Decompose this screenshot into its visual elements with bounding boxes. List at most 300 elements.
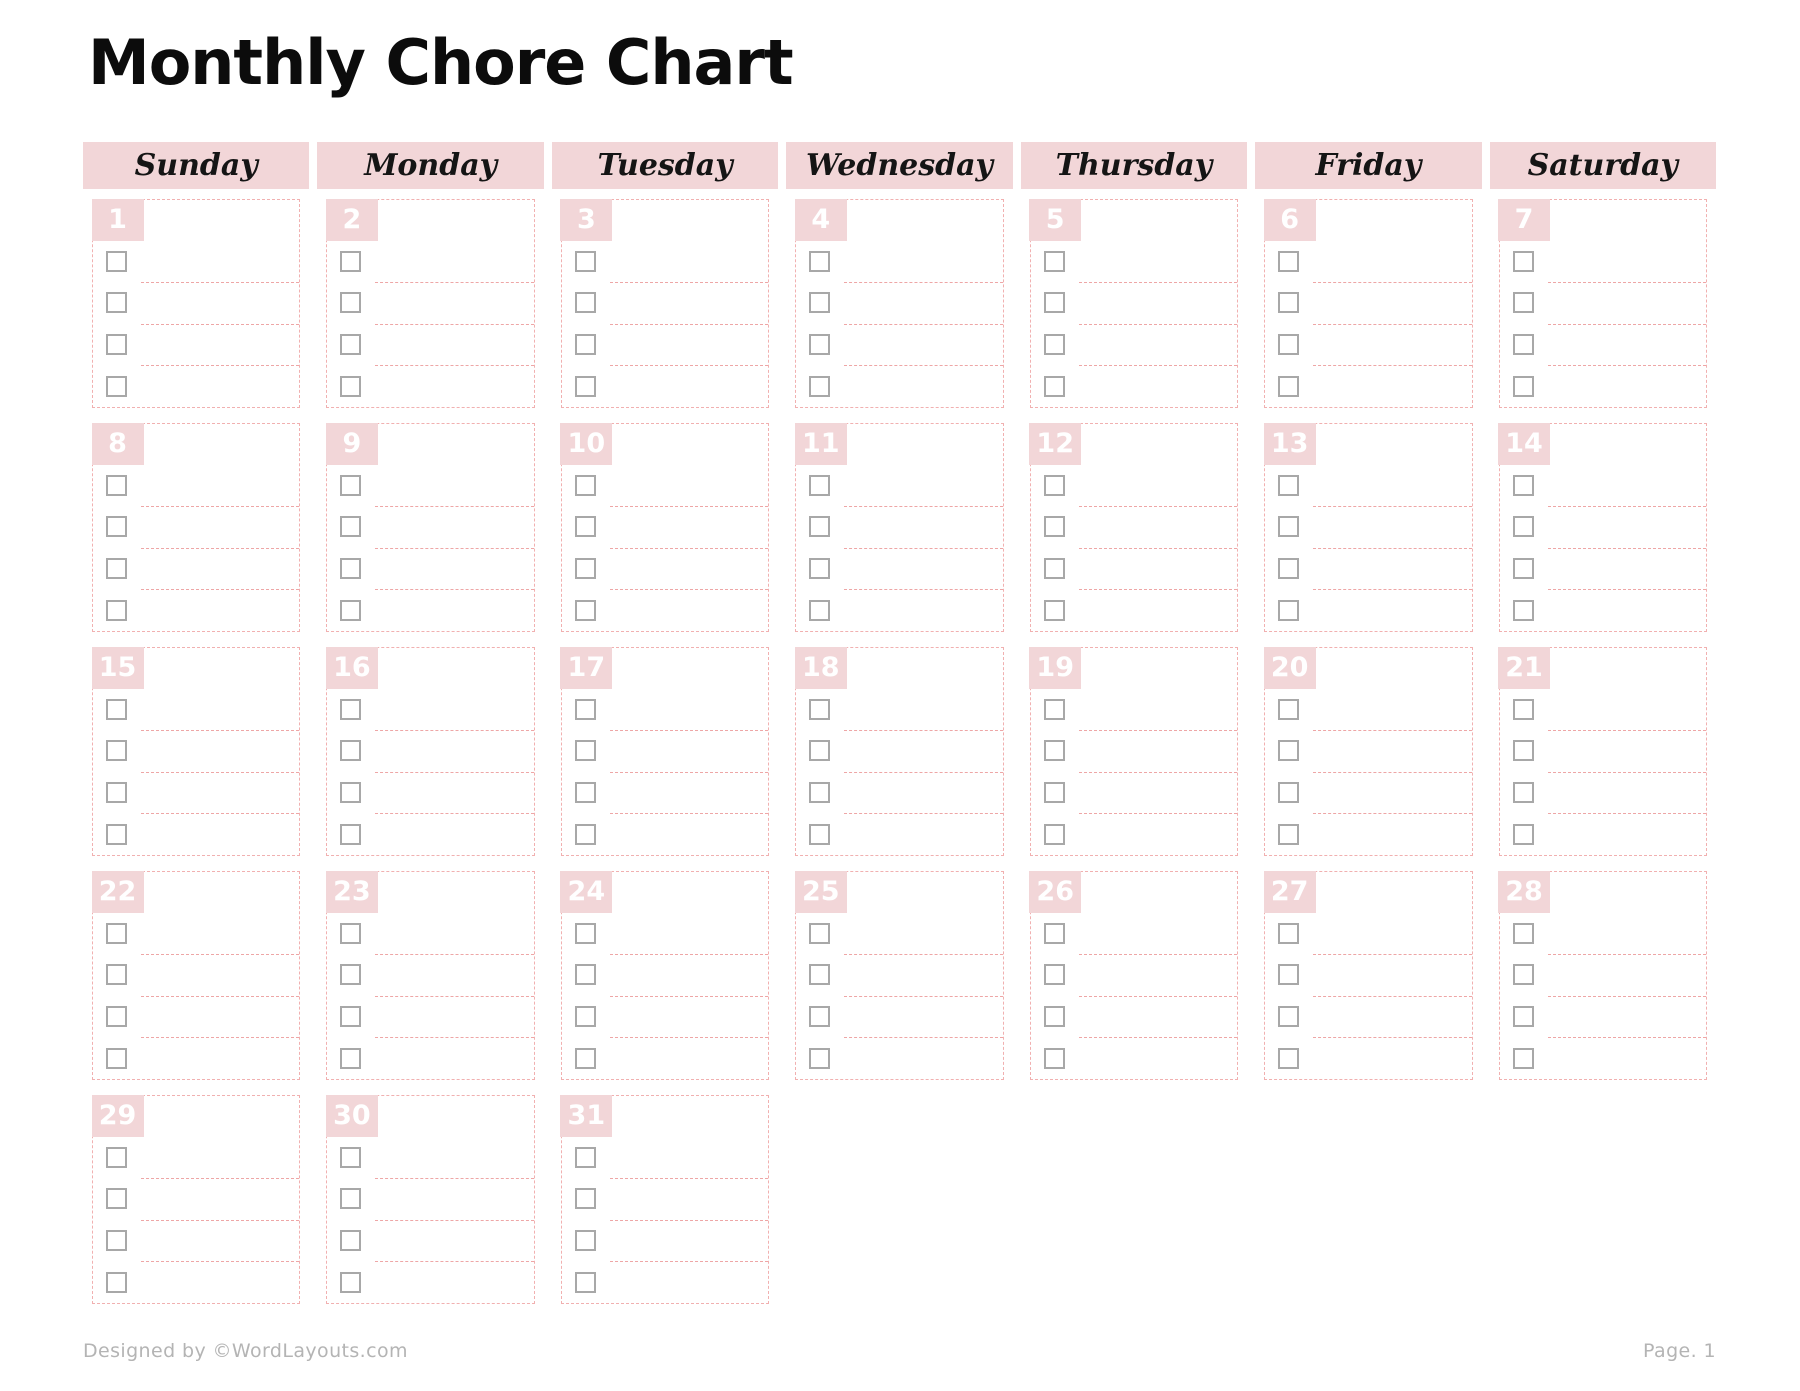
task-row xyxy=(1031,324,1237,366)
task-checkbox-icon[interactable] xyxy=(575,824,596,845)
task-row xyxy=(562,241,768,283)
task-checkbox-icon[interactable] xyxy=(1278,251,1299,272)
task-row xyxy=(1031,282,1237,324)
day-slot xyxy=(552,647,778,856)
task-checkbox-icon[interactable] xyxy=(1513,251,1534,272)
task-checkbox-icon[interactable] xyxy=(1278,376,1299,397)
task-checkbox-icon[interactable] xyxy=(1044,600,1065,621)
task-checkbox-icon[interactable] xyxy=(106,699,127,720)
task-checkbox-icon[interactable] xyxy=(1513,516,1534,537)
task-checkbox-icon[interactable] xyxy=(340,334,361,355)
day-cell-8 xyxy=(92,423,300,632)
task-list xyxy=(562,689,768,856)
task-row xyxy=(93,996,299,1038)
task-list xyxy=(93,689,299,856)
task-row xyxy=(562,1178,768,1220)
task-checkbox-icon[interactable] xyxy=(809,516,830,537)
task-row xyxy=(562,589,768,631)
task-row xyxy=(327,1037,533,1079)
task-checkbox-icon[interactable] xyxy=(809,600,830,621)
task-row xyxy=(327,913,533,955)
task-checkbox-icon[interactable] xyxy=(575,475,596,496)
task-row xyxy=(1031,772,1237,814)
task-checkbox-icon[interactable] xyxy=(575,740,596,761)
task-row xyxy=(1500,241,1706,283)
task-checkbox-icon[interactable] xyxy=(809,964,830,985)
task-row xyxy=(93,689,299,731)
task-row xyxy=(93,1261,299,1303)
task-checkbox-icon[interactable] xyxy=(1513,740,1534,761)
task-row xyxy=(1500,465,1706,507)
task-checkbox-icon[interactable] xyxy=(106,1272,127,1293)
task-row xyxy=(93,954,299,996)
task-checkbox-icon[interactable] xyxy=(1044,334,1065,355)
task-checkbox-icon[interactable] xyxy=(1513,964,1534,985)
day-number-badge: 23 xyxy=(326,871,378,913)
day-slot xyxy=(1255,423,1481,632)
task-checkbox-icon[interactable] xyxy=(575,1272,596,1293)
task-checkbox-icon[interactable] xyxy=(340,1272,361,1293)
day-cell-28 xyxy=(1499,871,1707,1080)
task-row xyxy=(327,465,533,507)
day-slot xyxy=(317,871,543,1080)
day-cell-20 xyxy=(1264,647,1472,856)
task-row xyxy=(1500,689,1706,731)
weekday-header-row xyxy=(83,142,1716,189)
task-checkbox-icon[interactable] xyxy=(809,824,830,845)
day-slot xyxy=(83,871,309,1080)
task-checkbox-icon[interactable] xyxy=(106,376,127,397)
task-row xyxy=(562,689,768,731)
day-cell-15 xyxy=(92,647,300,856)
task-row xyxy=(1500,548,1706,590)
day-number-badge: 29 xyxy=(92,1095,144,1137)
task-checkbox-icon[interactable] xyxy=(106,600,127,621)
task-checkbox-icon[interactable] xyxy=(106,251,127,272)
task-list xyxy=(562,465,768,632)
day-slot xyxy=(786,647,1012,856)
task-row xyxy=(1031,730,1237,772)
task-checkbox-icon[interactable] xyxy=(575,516,596,537)
day-number-badge: 5 xyxy=(1029,199,1081,241)
task-checkbox-icon[interactable] xyxy=(1513,334,1534,355)
task-checkbox-icon[interactable] xyxy=(106,1006,127,1027)
task-list xyxy=(1265,913,1471,1080)
task-row xyxy=(1500,954,1706,996)
task-checkbox-icon[interactable] xyxy=(106,824,127,845)
day-cell-18 xyxy=(795,647,1003,856)
task-checkbox-icon[interactable] xyxy=(340,699,361,720)
task-row xyxy=(562,548,768,590)
task-row xyxy=(1031,506,1237,548)
day-number-badge: 14 xyxy=(1498,423,1550,465)
task-row xyxy=(1031,813,1237,855)
task-row xyxy=(796,772,1002,814)
task-checkbox-icon[interactable] xyxy=(1513,376,1534,397)
task-row xyxy=(1031,954,1237,996)
task-row xyxy=(1265,282,1471,324)
task-checkbox-icon[interactable] xyxy=(809,740,830,761)
task-checkbox-icon[interactable] xyxy=(575,376,596,397)
task-row xyxy=(1031,241,1237,283)
task-list xyxy=(1031,913,1237,1080)
task-checkbox-icon[interactable] xyxy=(340,824,361,845)
calendar-grid xyxy=(83,199,1716,1304)
task-list xyxy=(327,465,533,632)
task-checkbox-icon[interactable] xyxy=(1044,1048,1065,1069)
task-list xyxy=(93,913,299,1080)
task-checkbox-icon[interactable] xyxy=(340,376,361,397)
task-checkbox-icon[interactable] xyxy=(340,600,361,621)
weekday-header-thursday: Thursday xyxy=(1021,142,1247,189)
day-slot xyxy=(1021,199,1247,408)
task-row xyxy=(796,996,1002,1038)
task-checkbox-icon[interactable] xyxy=(1278,964,1299,985)
task-checkbox-icon[interactable] xyxy=(1044,824,1065,845)
task-row xyxy=(1265,913,1471,955)
task-checkbox-icon[interactable] xyxy=(1044,782,1065,803)
task-checkbox-icon[interactable] xyxy=(340,1188,361,1209)
day-number-badge: 31 xyxy=(560,1095,612,1137)
task-list xyxy=(1500,689,1706,856)
day-number-badge: 10 xyxy=(560,423,612,465)
task-row xyxy=(796,324,1002,366)
day-cell-2 xyxy=(326,199,534,408)
credit-text: Designed by ©WordLayouts.com xyxy=(83,1340,408,1362)
task-checkbox-icon[interactable] xyxy=(1513,475,1534,496)
weekday-header-tuesday: Tuesday xyxy=(552,142,778,189)
task-list xyxy=(796,241,1002,408)
task-row xyxy=(796,730,1002,772)
day-cell-11 xyxy=(795,423,1003,632)
day-number-badge: 21 xyxy=(1498,647,1550,689)
task-checkbox-icon[interactable] xyxy=(1044,251,1065,272)
task-checkbox-icon[interactable] xyxy=(1278,782,1299,803)
day-number-badge: 11 xyxy=(795,423,847,465)
day-number-badge: 13 xyxy=(1264,423,1316,465)
task-checkbox-icon[interactable] xyxy=(1044,699,1065,720)
day-number-badge: 26 xyxy=(1029,871,1081,913)
task-list xyxy=(327,241,533,408)
task-checkbox-icon[interactable] xyxy=(809,376,830,397)
task-row xyxy=(796,365,1002,407)
task-list xyxy=(562,913,768,1080)
task-checkbox-icon[interactable] xyxy=(1278,292,1299,313)
task-checkbox-icon[interactable] xyxy=(809,475,830,496)
task-checkbox-icon[interactable] xyxy=(106,964,127,985)
task-checkbox-icon[interactable] xyxy=(106,740,127,761)
task-checkbox-icon[interactable] xyxy=(1044,740,1065,761)
task-checkbox-icon[interactable] xyxy=(809,292,830,313)
day-cell-31 xyxy=(561,1095,769,1304)
task-checkbox-icon[interactable] xyxy=(106,782,127,803)
task-row xyxy=(1031,548,1237,590)
day-cell-21 xyxy=(1499,647,1707,856)
task-row xyxy=(796,465,1002,507)
task-list xyxy=(796,465,1002,632)
task-checkbox-icon[interactable] xyxy=(340,740,361,761)
task-checkbox-icon[interactable] xyxy=(809,558,830,579)
task-row xyxy=(562,996,768,1038)
task-checkbox-icon[interactable] xyxy=(1513,699,1534,720)
task-checkbox-icon[interactable] xyxy=(1044,475,1065,496)
task-checkbox-icon[interactable] xyxy=(1044,516,1065,537)
task-row xyxy=(562,772,768,814)
task-checkbox-icon[interactable] xyxy=(106,1188,127,1209)
day-slot xyxy=(552,871,778,1080)
task-row xyxy=(1500,996,1706,1038)
day-slot xyxy=(552,199,778,408)
task-row xyxy=(1265,548,1471,590)
day-slot xyxy=(317,423,543,632)
page-number: Page. 1 xyxy=(1643,1340,1716,1362)
task-checkbox-icon[interactable] xyxy=(340,1147,361,1168)
day-slot xyxy=(552,423,778,632)
task-checkbox-icon[interactable] xyxy=(1513,1048,1534,1069)
day-slot xyxy=(83,423,309,632)
task-row xyxy=(327,772,533,814)
task-checkbox-icon[interactable] xyxy=(575,251,596,272)
task-checkbox-icon[interactable] xyxy=(575,923,596,944)
day-cell-23 xyxy=(326,871,534,1080)
task-checkbox-icon[interactable] xyxy=(1278,1006,1299,1027)
task-checkbox-icon[interactable] xyxy=(575,1048,596,1069)
task-row xyxy=(1265,465,1471,507)
task-checkbox-icon[interactable] xyxy=(340,1230,361,1251)
task-checkbox-icon[interactable] xyxy=(1044,964,1065,985)
day-number-badge: 12 xyxy=(1029,423,1081,465)
task-checkbox-icon[interactable] xyxy=(575,600,596,621)
task-row xyxy=(562,1137,768,1179)
task-list xyxy=(562,241,768,408)
task-checkbox-icon[interactable] xyxy=(340,782,361,803)
day-slot xyxy=(1490,199,1716,408)
task-checkbox-icon[interactable] xyxy=(106,558,127,579)
day-cell-3 xyxy=(561,199,769,408)
weekday-header-sunday: Sunday xyxy=(83,142,309,189)
task-row xyxy=(93,1137,299,1179)
task-row xyxy=(1500,282,1706,324)
task-row xyxy=(327,689,533,731)
task-checkbox-icon[interactable] xyxy=(1278,600,1299,621)
day-slot xyxy=(317,647,543,856)
task-row xyxy=(562,954,768,996)
day-slot xyxy=(1255,871,1481,1080)
task-row xyxy=(327,1261,533,1303)
task-checkbox-icon[interactable] xyxy=(575,782,596,803)
day-number-badge: 6 xyxy=(1264,199,1316,241)
task-checkbox-icon[interactable] xyxy=(340,1048,361,1069)
day-number-badge: 8 xyxy=(92,423,144,465)
task-checkbox-icon[interactable] xyxy=(1278,1048,1299,1069)
task-checkbox-icon[interactable] xyxy=(106,334,127,355)
task-row xyxy=(93,730,299,772)
task-checkbox-icon[interactable] xyxy=(340,923,361,944)
task-row xyxy=(796,813,1002,855)
task-checkbox-icon[interactable] xyxy=(575,1006,596,1027)
day-cell-29 xyxy=(92,1095,300,1304)
task-checkbox-icon[interactable] xyxy=(1278,516,1299,537)
task-checkbox-icon[interactable] xyxy=(575,1188,596,1209)
task-row xyxy=(1265,730,1471,772)
task-row xyxy=(562,324,768,366)
task-row xyxy=(1265,689,1471,731)
task-list xyxy=(1265,465,1471,632)
task-checkbox-icon[interactable] xyxy=(1513,1006,1534,1027)
day-number-badge: 25 xyxy=(795,871,847,913)
task-row xyxy=(796,282,1002,324)
task-checkbox-icon[interactable] xyxy=(575,699,596,720)
day-number-badge: 2 xyxy=(326,199,378,241)
task-checkbox-icon[interactable] xyxy=(106,1147,127,1168)
task-row xyxy=(327,589,533,631)
day-number-badge: 9 xyxy=(326,423,378,465)
task-list xyxy=(1500,241,1706,408)
day-number-badge: 28 xyxy=(1498,871,1550,913)
task-checkbox-icon[interactable] xyxy=(340,292,361,313)
task-checkbox-icon[interactable] xyxy=(809,782,830,803)
task-row xyxy=(1031,913,1237,955)
day-cell-24 xyxy=(561,871,769,1080)
task-row xyxy=(796,548,1002,590)
task-row xyxy=(1265,813,1471,855)
task-row xyxy=(327,365,533,407)
day-number-badge: 18 xyxy=(795,647,847,689)
task-row xyxy=(1265,954,1471,996)
task-list xyxy=(93,465,299,632)
day-cell-1 xyxy=(92,199,300,408)
task-row xyxy=(1265,1037,1471,1079)
task-checkbox-icon[interactable] xyxy=(1513,558,1534,579)
task-row xyxy=(93,365,299,407)
task-list xyxy=(796,913,1002,1080)
day-slot xyxy=(1255,199,1481,408)
task-row xyxy=(796,954,1002,996)
task-checkbox-icon[interactable] xyxy=(1513,923,1534,944)
task-checkbox-icon[interactable] xyxy=(340,516,361,537)
day-slot xyxy=(83,1095,309,1304)
task-list xyxy=(1031,241,1237,408)
task-checkbox-icon[interactable] xyxy=(1278,558,1299,579)
task-checkbox-icon[interactable] xyxy=(809,251,830,272)
task-checkbox-icon[interactable] xyxy=(575,964,596,985)
task-checkbox-icon[interactable] xyxy=(1278,475,1299,496)
task-row xyxy=(1031,589,1237,631)
task-row xyxy=(327,1178,533,1220)
task-row xyxy=(1031,465,1237,507)
task-checkbox-icon[interactable] xyxy=(809,699,830,720)
task-checkbox-icon[interactable] xyxy=(340,1006,361,1027)
task-row xyxy=(562,1220,768,1262)
weekday-header-friday: Friday xyxy=(1255,142,1481,189)
task-checkbox-icon[interactable] xyxy=(1044,1006,1065,1027)
day-number-badge: 7 xyxy=(1498,199,1550,241)
task-row xyxy=(327,324,533,366)
task-list xyxy=(1500,465,1706,632)
task-checkbox-icon[interactable] xyxy=(1044,923,1065,944)
task-checkbox-icon[interactable] xyxy=(1513,824,1534,845)
task-checkbox-icon[interactable] xyxy=(575,1230,596,1251)
task-row xyxy=(1265,772,1471,814)
task-checkbox-icon[interactable] xyxy=(106,1230,127,1251)
day-slot xyxy=(83,647,309,856)
task-row xyxy=(1500,772,1706,814)
task-checkbox-icon[interactable] xyxy=(106,516,127,537)
day-number-badge: 22 xyxy=(92,871,144,913)
task-row xyxy=(1500,324,1706,366)
task-row xyxy=(327,548,533,590)
day-cell-30 xyxy=(326,1095,534,1304)
day-slot xyxy=(1021,647,1247,856)
task-checkbox-icon[interactable] xyxy=(575,1147,596,1168)
task-checkbox-icon[interactable] xyxy=(1044,558,1065,579)
task-checkbox-icon[interactable] xyxy=(575,558,596,579)
task-list xyxy=(1265,689,1471,856)
task-checkbox-icon[interactable] xyxy=(809,1048,830,1069)
task-checkbox-icon[interactable] xyxy=(106,475,127,496)
day-number-badge: 3 xyxy=(560,199,612,241)
task-checkbox-icon[interactable] xyxy=(575,292,596,313)
day-slot xyxy=(317,1095,543,1304)
day-cell-9 xyxy=(326,423,534,632)
task-checkbox-icon[interactable] xyxy=(1278,740,1299,761)
task-checkbox-icon[interactable] xyxy=(340,558,361,579)
task-checkbox-icon[interactable] xyxy=(1513,292,1534,313)
task-list xyxy=(1031,465,1237,632)
task-row xyxy=(562,1261,768,1303)
task-row xyxy=(93,913,299,955)
task-row xyxy=(1031,365,1237,407)
task-checkbox-icon[interactable] xyxy=(1044,376,1065,397)
task-list xyxy=(327,1137,533,1304)
day-number-badge: 19 xyxy=(1029,647,1081,689)
task-row xyxy=(93,465,299,507)
task-row xyxy=(1265,324,1471,366)
task-checkbox-icon[interactable] xyxy=(809,923,830,944)
task-checkbox-icon[interactable] xyxy=(1513,782,1534,803)
task-row xyxy=(562,913,768,955)
day-slot xyxy=(317,199,543,408)
task-checkbox-icon[interactable] xyxy=(106,923,127,944)
task-checkbox-icon[interactable] xyxy=(106,1048,127,1069)
task-checkbox-icon[interactable] xyxy=(575,334,596,355)
weekday-header-monday: Monday xyxy=(317,142,543,189)
day-cell-16 xyxy=(326,647,534,856)
task-checkbox-icon[interactable] xyxy=(1044,292,1065,313)
task-row xyxy=(1500,506,1706,548)
task-checkbox-icon[interactable] xyxy=(1278,923,1299,944)
day-cell-4 xyxy=(795,199,1003,408)
task-checkbox-icon[interactable] xyxy=(106,292,127,313)
day-number-badge: 20 xyxy=(1264,647,1316,689)
task-row xyxy=(1265,589,1471,631)
task-checkbox-icon[interactable] xyxy=(340,475,361,496)
task-checkbox-icon[interactable] xyxy=(340,251,361,272)
day-slot xyxy=(1490,647,1716,856)
page-footer xyxy=(83,1340,1716,1362)
task-checkbox-icon[interactable] xyxy=(1513,600,1534,621)
task-checkbox-icon[interactable] xyxy=(1278,824,1299,845)
task-checkbox-icon[interactable] xyxy=(809,1006,830,1027)
task-checkbox-icon[interactable] xyxy=(340,964,361,985)
task-checkbox-icon[interactable] xyxy=(1278,699,1299,720)
day-cell-14 xyxy=(1499,423,1707,632)
day-cell-25 xyxy=(795,871,1003,1080)
day-number-badge: 16 xyxy=(326,647,378,689)
task-checkbox-icon[interactable] xyxy=(1278,334,1299,355)
task-row xyxy=(93,1178,299,1220)
task-checkbox-icon[interactable] xyxy=(809,334,830,355)
